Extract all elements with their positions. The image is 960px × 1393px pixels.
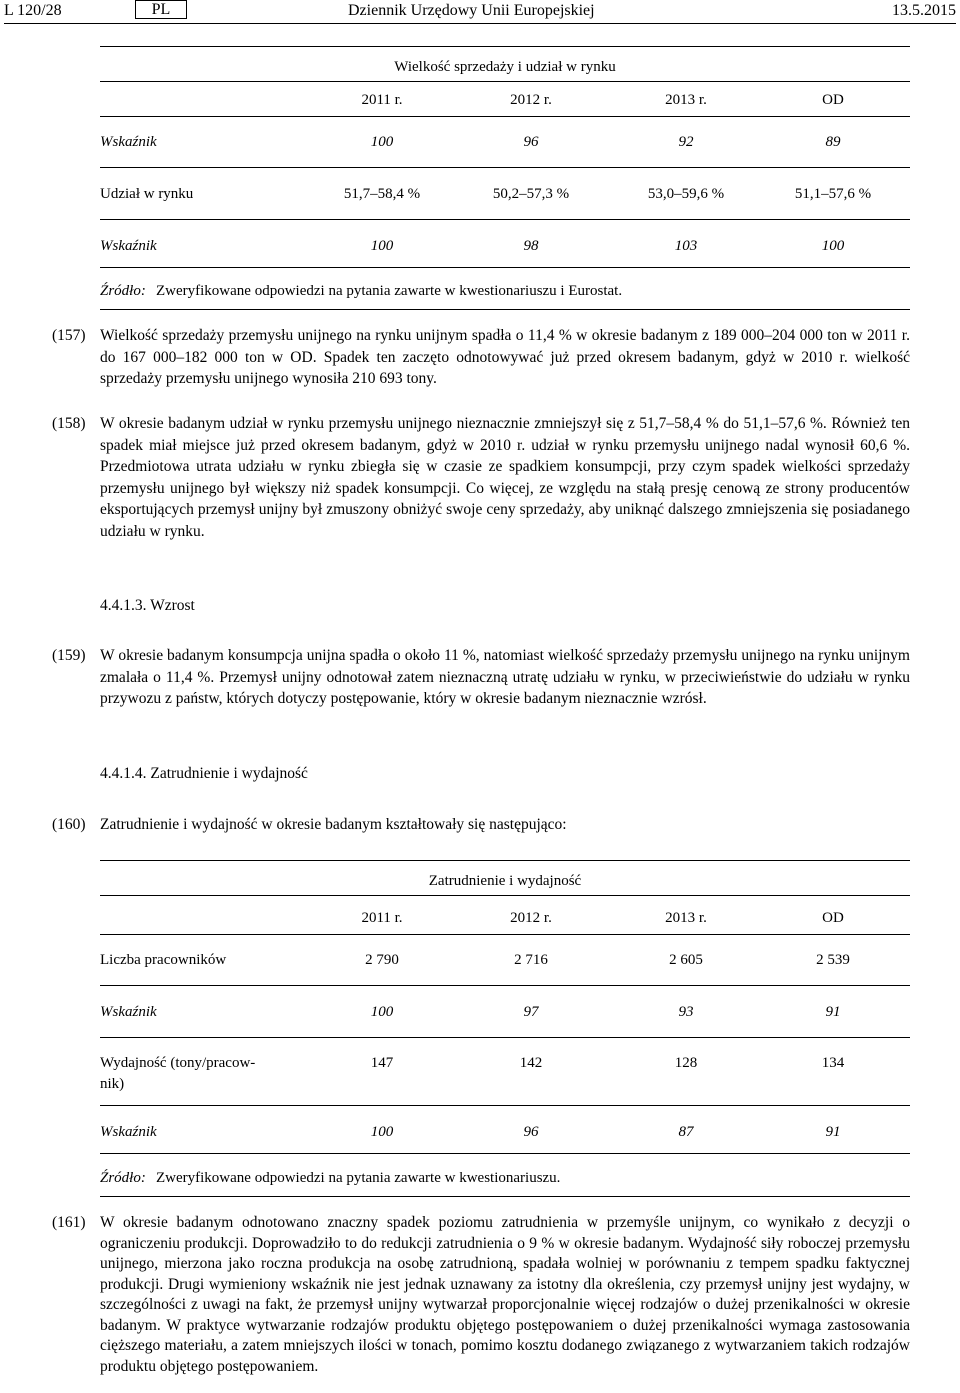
publication-date: 13.5.2015 xyxy=(892,2,956,19)
row-label: Udział w rynku xyxy=(100,186,194,202)
row-label xyxy=(100,1053,255,1095)
paragraph-158 xyxy=(52,413,910,542)
employment-productivity-table xyxy=(100,860,910,1197)
table-cell: 2 539 xyxy=(816,952,850,968)
column-header: 2012 r. xyxy=(510,910,552,926)
page-header xyxy=(4,0,956,21)
paragraph-text: Zatrudnienie i wydajność w okresie badanym kształtowały się następująco: xyxy=(100,816,567,833)
paragraph-text: Wielkość sprzedaży przemysłu unijnego na rynku unijnym spadła o 11,4 % w okresie badanym z 189 000–204 000 ton w 2011 r. do 167 000–182 000 ton w OD. Spadek ten zaczęto odnotowywać już przed okresem badanym, gdyż w 2010 r. wielkość sprzedaży przemysłu unijnego wynosiła 210 693 tony. xyxy=(100,327,910,387)
table-source xyxy=(100,281,910,301)
table-cell: 98 xyxy=(523,238,539,254)
column-header: 2013 r. xyxy=(665,910,707,926)
column-header: OD xyxy=(822,910,844,926)
table-row xyxy=(100,1053,910,1095)
table-cell: 100 xyxy=(370,134,394,150)
table-cell: 2 790 xyxy=(365,952,399,968)
source-label: Źródło: xyxy=(100,283,146,299)
column-header: OD xyxy=(822,92,844,108)
table-cell: 100 xyxy=(370,1004,394,1020)
table-caption: Zatrudnienie i wydajność xyxy=(428,873,582,889)
paragraph-number: (160) xyxy=(52,816,86,833)
source-text: Zweryfikowane odpowiedzi na pytania zawarte w kwestionariuszu. xyxy=(156,1170,561,1186)
table-row xyxy=(100,236,910,256)
header-divider xyxy=(4,23,956,24)
table-cell: 97 xyxy=(523,1004,539,1020)
table-rule xyxy=(100,860,910,861)
table-cell: 87 xyxy=(678,1124,694,1140)
language-badge: PL xyxy=(135,0,187,19)
paragraph-text: W okresie badanym odnotowano znaczny spadek poziomu zatrudnienia w przemyśle unijnym, co wynikało z decyzji o ograniczeniu produkcji. Doprowadziło to do redukcji zatrudnienia o 9 % w okresie badanym. Wydajność siły roboczej przemysłu unijnego, mierzona jako roczna produkcja na osobę zatrudnioną, spadała wolniej w porównaniu z tempem spadku faktycznej produkcji. Drugi wymieniony wskaźnik nie jest jednak uznawany za istotny dla określenia, czy przemysł unijny jest wydajny, w szczególności z uwagi na fakt, że przemysł unijny wytwarzał proporcjonalnie więcej rodzajów o dużej przenikalności w okresie badanym. W praktyce wytwarzanie rodzajów produktu objętego postępowaniem o dużej przenikalności wymaga zastosowania cięższego materiału, a zatem mniejszych ilości w tonach, pomimo kosztu dodanego związanego z wytwarzaniem takich rodzajów produktu objętego postępowaniem. xyxy=(100,1214,910,1375)
section-heading-4-4-1-4: 4.4.1.4. Zatrudnienie i wydajność xyxy=(100,765,308,782)
paragraph-number: (161) xyxy=(52,1214,86,1231)
table-rule xyxy=(100,309,910,310)
paragraph-text: W okresie badanym udział w rynku przemysłu unijnego nieznacznie zmniejszył się z 51,7–58,4 % do 51,1–57,6 %. Również ten spadek miał miejsce już przed okresem badanym, gdyż w 2010 r. udział w rynku przemysłu unijnego nadal wynosił 60,6 %. Przedmiotowa utrata udziału w rynku zbiegła się w czasie ze spadkiem konsumpcji, przy czym spadek wielkości sprzedaży przemysłu unijnego był większy niż spadek konsumpcji. Co więcej, ze względu na stałą presję cenową ze strony producentów eksportujących przemysł unijny był zmuszony obniżyć swoje ceny sprzedaży, aby uniknąć dalszego zmniejszenia się posiadanego udziału w rynku. xyxy=(100,415,910,540)
column-header: 2012 r. xyxy=(510,92,552,108)
journal-title: Dziennik Urzędowy Unii Europejskiej xyxy=(348,2,595,19)
paragraph-161 xyxy=(52,1213,910,1377)
paragraph-160 xyxy=(52,814,910,836)
table-rule xyxy=(100,167,910,168)
table-cell: 96 xyxy=(523,134,539,150)
paragraph-157 xyxy=(52,325,910,390)
paragraph-159 xyxy=(52,645,910,710)
table-rule xyxy=(100,267,910,268)
paragraph-number: (159) xyxy=(52,647,86,664)
row-label-line: Wydajność (tony/pracow- xyxy=(100,1055,256,1071)
row-label-line: nik) xyxy=(100,1076,125,1092)
row-label: Wskaźnik xyxy=(100,238,157,254)
table-cell: 103 xyxy=(674,238,698,254)
table-rule xyxy=(100,81,910,82)
page-number: L 120/28 xyxy=(4,2,62,19)
table-rule xyxy=(100,985,910,986)
table-header-row xyxy=(100,90,910,110)
table-row xyxy=(100,184,910,204)
table-cell: 89 xyxy=(825,134,841,150)
paragraph-number: (158) xyxy=(52,415,86,432)
table-cell: 142 xyxy=(519,1055,543,1071)
table-row xyxy=(100,132,910,152)
row-label: Wskaźnik xyxy=(100,1004,157,1020)
table-rule xyxy=(100,46,910,47)
table-header-row xyxy=(100,908,910,928)
source-text: Zweryfikowane odpowiedzi na pytania zawarte w kwestionariuszu i Eurostat. xyxy=(156,283,623,299)
table-rule xyxy=(100,1105,910,1106)
column-header: 2011 r. xyxy=(361,910,403,926)
table-rule xyxy=(100,1037,910,1038)
table-cell: 128 xyxy=(674,1055,698,1071)
table-cell: 91 xyxy=(825,1124,841,1140)
row-label: Liczba pracowników xyxy=(100,952,227,968)
table-rule xyxy=(100,934,910,935)
table-cell: 100 xyxy=(370,238,394,254)
paragraph-number: (157) xyxy=(52,327,86,344)
table-cell: 93 xyxy=(678,1004,694,1020)
table-cell: 91 xyxy=(825,1004,841,1020)
table-rule xyxy=(100,1153,910,1154)
row-label: Wskaźnik xyxy=(100,1124,157,1140)
table-cell: 134 xyxy=(821,1055,845,1071)
table-cell: 2 605 xyxy=(669,952,703,968)
table-rule xyxy=(100,895,910,896)
table-cell: 92 xyxy=(678,134,694,150)
sales-market-share-table xyxy=(100,46,910,310)
table-rule xyxy=(100,219,910,220)
column-header: 2011 r. xyxy=(361,92,403,108)
table-rule xyxy=(100,116,910,117)
table-cell: 100 xyxy=(821,238,845,254)
table-row xyxy=(100,950,910,970)
table-cell: 50,2–57,3 % xyxy=(492,186,570,202)
row-label: Wskaźnik xyxy=(100,134,157,150)
column-header: 2013 r. xyxy=(665,92,707,108)
table-cell: 2 716 xyxy=(514,952,548,968)
table-cell: 147 xyxy=(370,1055,394,1071)
table-cell: 51,1–57,6 % xyxy=(794,186,872,202)
section-heading-4-4-1-3: 4.4.1.3. Wzrost xyxy=(100,597,195,614)
table-caption: Wielkość sprzedaży i udział w rynku xyxy=(394,59,616,75)
table-cell: 100 xyxy=(370,1124,394,1140)
table-cell: 51,7–58,4 % xyxy=(343,186,421,202)
table-row xyxy=(100,1002,910,1022)
source-label: Źródło: xyxy=(100,1170,146,1186)
table-row xyxy=(100,1122,910,1142)
table-source xyxy=(100,1168,910,1188)
table-rule xyxy=(100,1196,910,1197)
table-cell: 96 xyxy=(523,1124,539,1140)
paragraph-text: W okresie badanym konsumpcja unijna spadła o około 11 %, natomiast wielkość sprzedaży przemysłu unijnego na rynku unijnym zmalała o 11,4 %. Przemysł unijny odnotował zatem nieznaczną utratę udziału w rynku, w przeciwieństwie do udziału w rynku przywozu z państw, których dotyczy postępowanie, który w okresie badanym nieznacznie wzrósł. xyxy=(100,647,910,707)
table-cell: 53,0–59,6 % xyxy=(647,186,725,202)
